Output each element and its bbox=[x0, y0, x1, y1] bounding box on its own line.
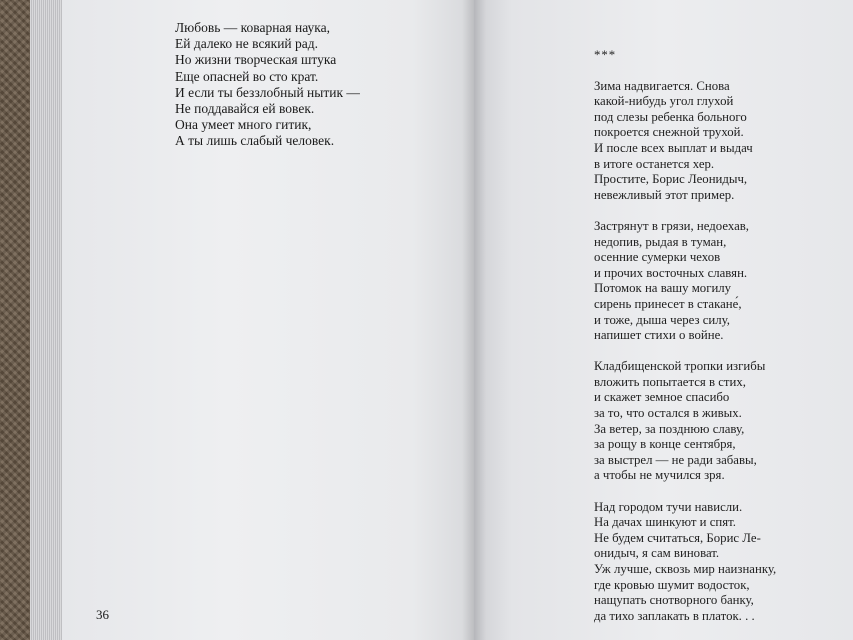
stanza bbox=[594, 359, 776, 484]
poem-line: вложить попытается в стих, bbox=[594, 374, 746, 389]
poem-line: и прочих восточных славян. bbox=[594, 265, 748, 280]
poem-line: покроется снежной трухой. bbox=[594, 125, 744, 140]
poem-line: и тоже, дыша через силу, bbox=[594, 312, 730, 327]
poem-line: напишет стихи о войне. bbox=[594, 328, 724, 343]
stanza bbox=[594, 500, 776, 625]
poem-line: Над городом тучи нависли. bbox=[594, 499, 743, 514]
poem-line: Она умеет много гитик, bbox=[175, 117, 312, 133]
poem-line: Но жизни творческая штука bbox=[175, 52, 337, 68]
stanza bbox=[594, 219, 776, 344]
poem-line: недопив, рыдая в туман, bbox=[594, 234, 727, 249]
poem-line: Уж лучше, сквозь мир наизнанку, bbox=[594, 562, 777, 576]
poem-line: за то, что остался в живых. bbox=[594, 406, 742, 421]
poem-line: где кровью шумит водосток, bbox=[594, 577, 750, 592]
poem-line: да тихо заплакать в платок. . . bbox=[594, 608, 755, 623]
poem-line: Не будем считаться, Борис Ле- bbox=[594, 530, 761, 545]
poem-line: сирень принесет в стакане́, bbox=[594, 296, 742, 311]
right-poem bbox=[594, 48, 776, 640]
poem-line: за выстрел — не ради забавы, bbox=[594, 452, 757, 467]
poem-line: Кладбищенской тропки изгибы bbox=[594, 359, 766, 374]
poem-line: И после всех выплат и выдач bbox=[594, 140, 753, 155]
poem-line: онидыч, я сам виноват. bbox=[594, 546, 720, 561]
poem-line: за рощу в конце сентября, bbox=[594, 437, 736, 452]
poem-line: и скажет земное спасибо bbox=[594, 390, 730, 405]
poem-line: А ты лишь слабый человек. bbox=[175, 133, 335, 149]
poem-line: в итоге останется хер. bbox=[594, 156, 715, 171]
poem-line: Зима надвигается. Снова bbox=[594, 78, 730, 93]
poem-line: И если ты беззлобный нытик — bbox=[175, 84, 360, 100]
poem-line: а чтобы не мучился зря. bbox=[594, 468, 725, 483]
poem-line: Застрянут в грязи, недоехав, bbox=[594, 218, 750, 233]
stanza bbox=[594, 79, 776, 204]
poem-line: Любовь — коварная наука, bbox=[175, 20, 331, 35]
poem-line: За ветер, за позднюю славу, bbox=[594, 421, 745, 436]
poem-line: На дачах шинкуют и спят. bbox=[594, 515, 736, 530]
poem-line: какой-нибудь угол глухой bbox=[594, 94, 734, 109]
book-gutter bbox=[462, 0, 486, 640]
poem-line: Не поддавайся ей вовек. bbox=[175, 101, 315, 117]
left-poem bbox=[175, 20, 360, 150]
poem-line: невежливый этот пример. bbox=[594, 187, 735, 202]
page-number: 36 bbox=[96, 607, 109, 622]
poem-separator: *** bbox=[594, 48, 617, 62]
poem-line: Еще опасней во сто крат. bbox=[175, 68, 319, 84]
poem-line: под слезы ребенка больного bbox=[594, 109, 747, 124]
poem-line: осенние сумерки чехов bbox=[594, 250, 721, 265]
poem-line: Простите, Борис Леонидыч, bbox=[594, 172, 748, 187]
poem-line: Ей далеко не всякий рад. bbox=[175, 36, 319, 52]
poem-line: нащупать снотворного банку, bbox=[594, 593, 754, 608]
poem-line: Потомок на вашу могилу bbox=[594, 281, 732, 296]
